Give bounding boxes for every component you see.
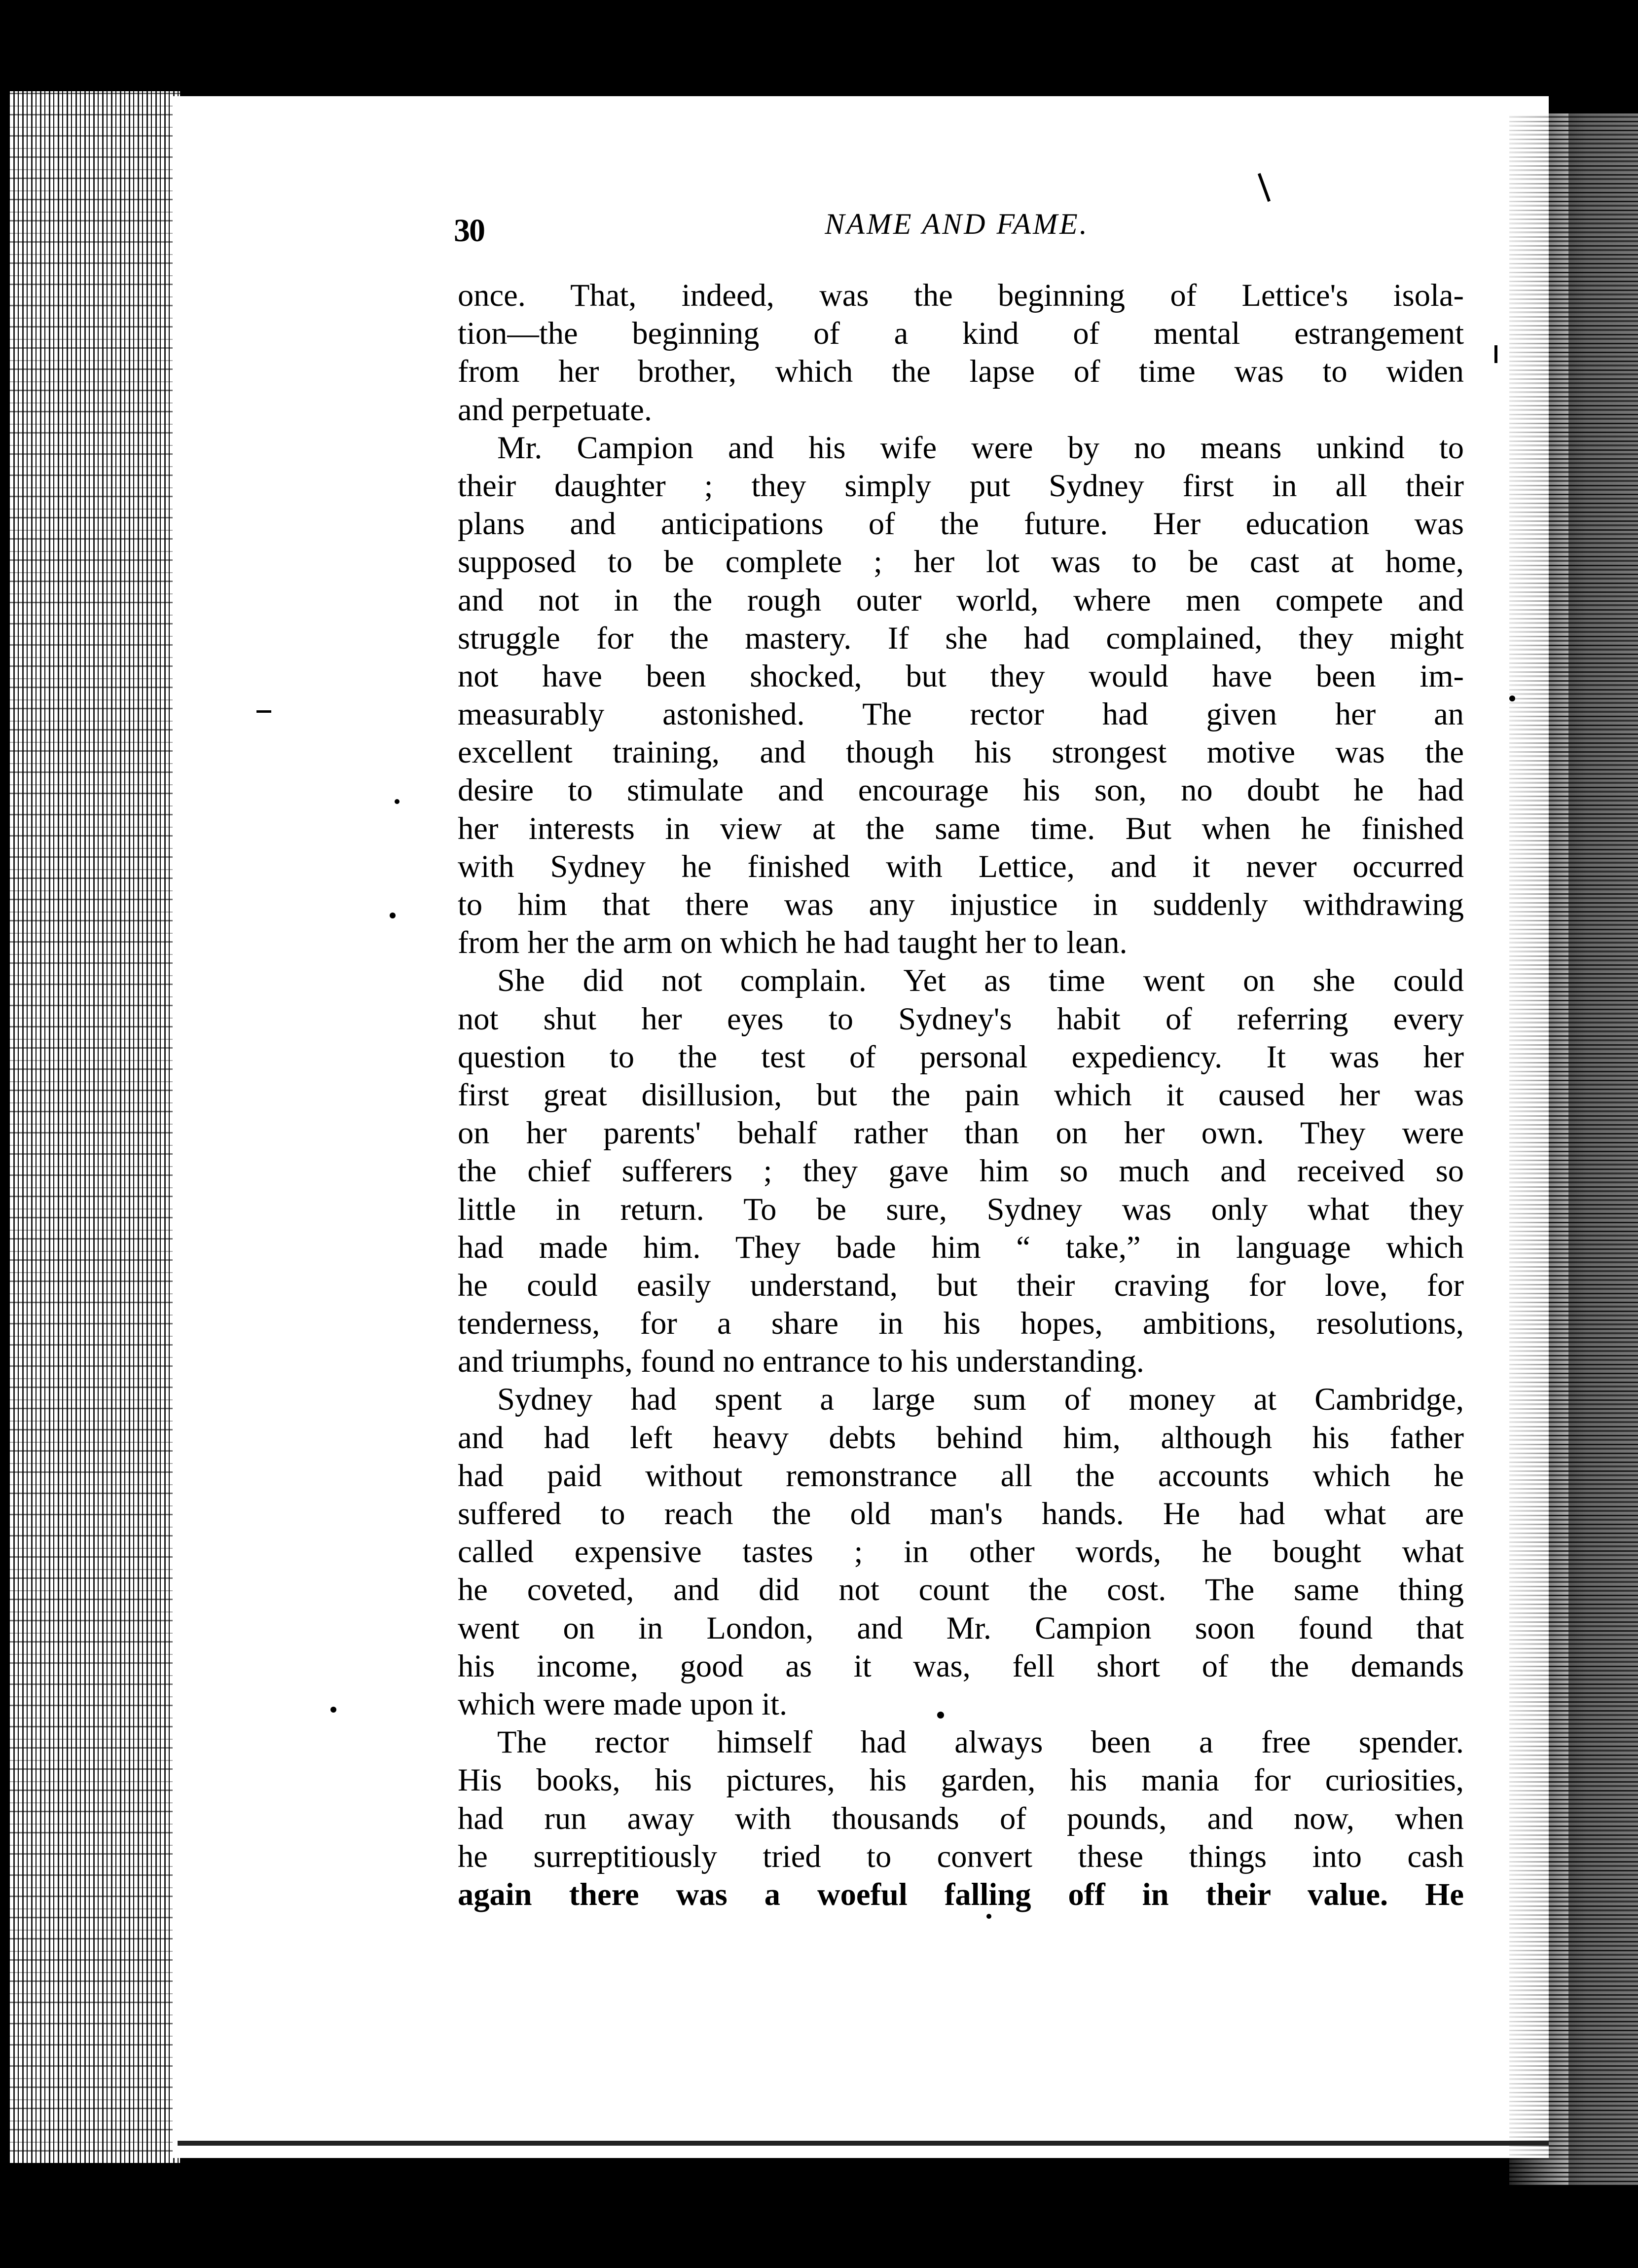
text-line: His books, his pictures, his garden, his mania for curiosities, bbox=[458, 1762, 1464, 1798]
text-line: with Sydney he finished with Lettice, and it never occurred bbox=[458, 848, 1464, 884]
text-line: question to the test of personal expediency. It was her bbox=[458, 1039, 1464, 1074]
scan-speck bbox=[395, 799, 400, 804]
text-line: and perpetuate. bbox=[458, 392, 652, 427]
text-line: She did not complain. Yet as time went on she could bbox=[497, 963, 1464, 998]
text-line: and had left heavy debts behind him, although his father bbox=[458, 1420, 1464, 1455]
text-line: tenderness, for a share in his hopes, ambitions, resolutions, bbox=[458, 1306, 1464, 1341]
text-line: his income, good as it was, fell short of the demands bbox=[458, 1648, 1464, 1683]
binding-gutter-dark bbox=[1568, 113, 1638, 2185]
text-line: had run away with thousands of pounds, and now, when bbox=[458, 1800, 1464, 1836]
text-line: plans and anticipations of the future. Her education was bbox=[458, 506, 1464, 542]
text-line: their daughter ; they simply put Sydney first in all their bbox=[458, 468, 1464, 503]
text-line: had paid without remonstrance all the accounts which he bbox=[458, 1458, 1464, 1493]
text-line: again there was a woeful falling off in their value. He bbox=[458, 1876, 1464, 1912]
body-text bbox=[458, 276, 1464, 1913]
text-line: excellent training, and though his strongest motive was the bbox=[458, 734, 1464, 770]
text-line: once. That, indeed, was the beginning of Lettice's isola- bbox=[458, 278, 1464, 313]
text-line: little in return. To be sure, Sydney was only what they bbox=[458, 1191, 1464, 1227]
page-edge-texture bbox=[10, 91, 180, 2163]
text-line: supposed to be complete ; her lot was to be cast at home, bbox=[458, 544, 1464, 580]
text-line: he could easily understand, but their craving for love, for bbox=[458, 1267, 1464, 1303]
text-line: suffered to reach the old man's hands. He had what are bbox=[458, 1496, 1464, 1531]
text-line: Sydney had spent a large sum of money at Cambridge, bbox=[497, 1382, 1464, 1417]
text-line: on her parents' behalf rather than on her own. They were bbox=[458, 1115, 1464, 1151]
text-line: he surreptitiously tried to convert these things into cash bbox=[458, 1838, 1464, 1874]
text-line: which were made upon it. bbox=[458, 1686, 788, 1721]
text-line: not shut her eyes to Sydney's habit of referring every bbox=[458, 1001, 1464, 1036]
text-line: went on in London, and Mr. Campion soon found that bbox=[458, 1610, 1464, 1646]
page-number: 30 bbox=[454, 213, 484, 249]
text-line: The rector himself had always been a free spender. bbox=[497, 1724, 1464, 1760]
text-line: struggle for the mastery. If she had complained, they might bbox=[458, 620, 1464, 656]
scan-speck bbox=[1494, 345, 1497, 363]
page-bottom-edge bbox=[178, 2141, 1549, 2146]
text-line: from her the arm on which he had taught her to lean. bbox=[458, 925, 1128, 960]
scan-speck bbox=[1509, 695, 1515, 701]
page-header bbox=[454, 207, 1460, 252]
book-page-edges bbox=[10, 91, 180, 2163]
text-line: called expensive tastes ; in other words, he bought what bbox=[458, 1534, 1464, 1570]
text-line: tion—the beginning of a kind of mental estrangement bbox=[458, 316, 1464, 351]
text-line: and not in the rough outer world, where men compete and bbox=[458, 582, 1464, 618]
scan-speck bbox=[986, 1914, 991, 1919]
text-line: to him that there was any injustice in suddenly withdrawing bbox=[458, 887, 1464, 922]
text-line: the chief sufferers ; they gave him so much and received so bbox=[458, 1153, 1464, 1189]
scan-speck bbox=[256, 710, 271, 713]
text-line: and triumphs, found no entrance to his understanding. bbox=[458, 1344, 1144, 1379]
text-line: her interests in view at the same time. But when he finished bbox=[458, 810, 1464, 846]
scan-speck bbox=[390, 913, 396, 918]
text-line: had made him. They bade him “ take,” in language which bbox=[458, 1229, 1464, 1265]
running-title: NAME AND FAME. bbox=[825, 208, 1089, 240]
text-line: Mr. Campion and his wife were by no means unkind to bbox=[497, 430, 1464, 465]
text-line: he coveted, and did not count the cost. The same thing bbox=[458, 1572, 1464, 1608]
text-line: measurably astonished. The rector had given her an bbox=[458, 696, 1464, 732]
text-line: first great disillusion, but the pain which it caused her was bbox=[458, 1077, 1464, 1112]
text-line: desire to stimulate and encourage his son, no doubt he had bbox=[458, 772, 1464, 808]
scan-speck bbox=[330, 1707, 336, 1713]
text-line: from her brother, which the lapse of time was to widen bbox=[458, 354, 1464, 389]
text-line: not have been shocked, but they would have been im- bbox=[458, 658, 1464, 694]
